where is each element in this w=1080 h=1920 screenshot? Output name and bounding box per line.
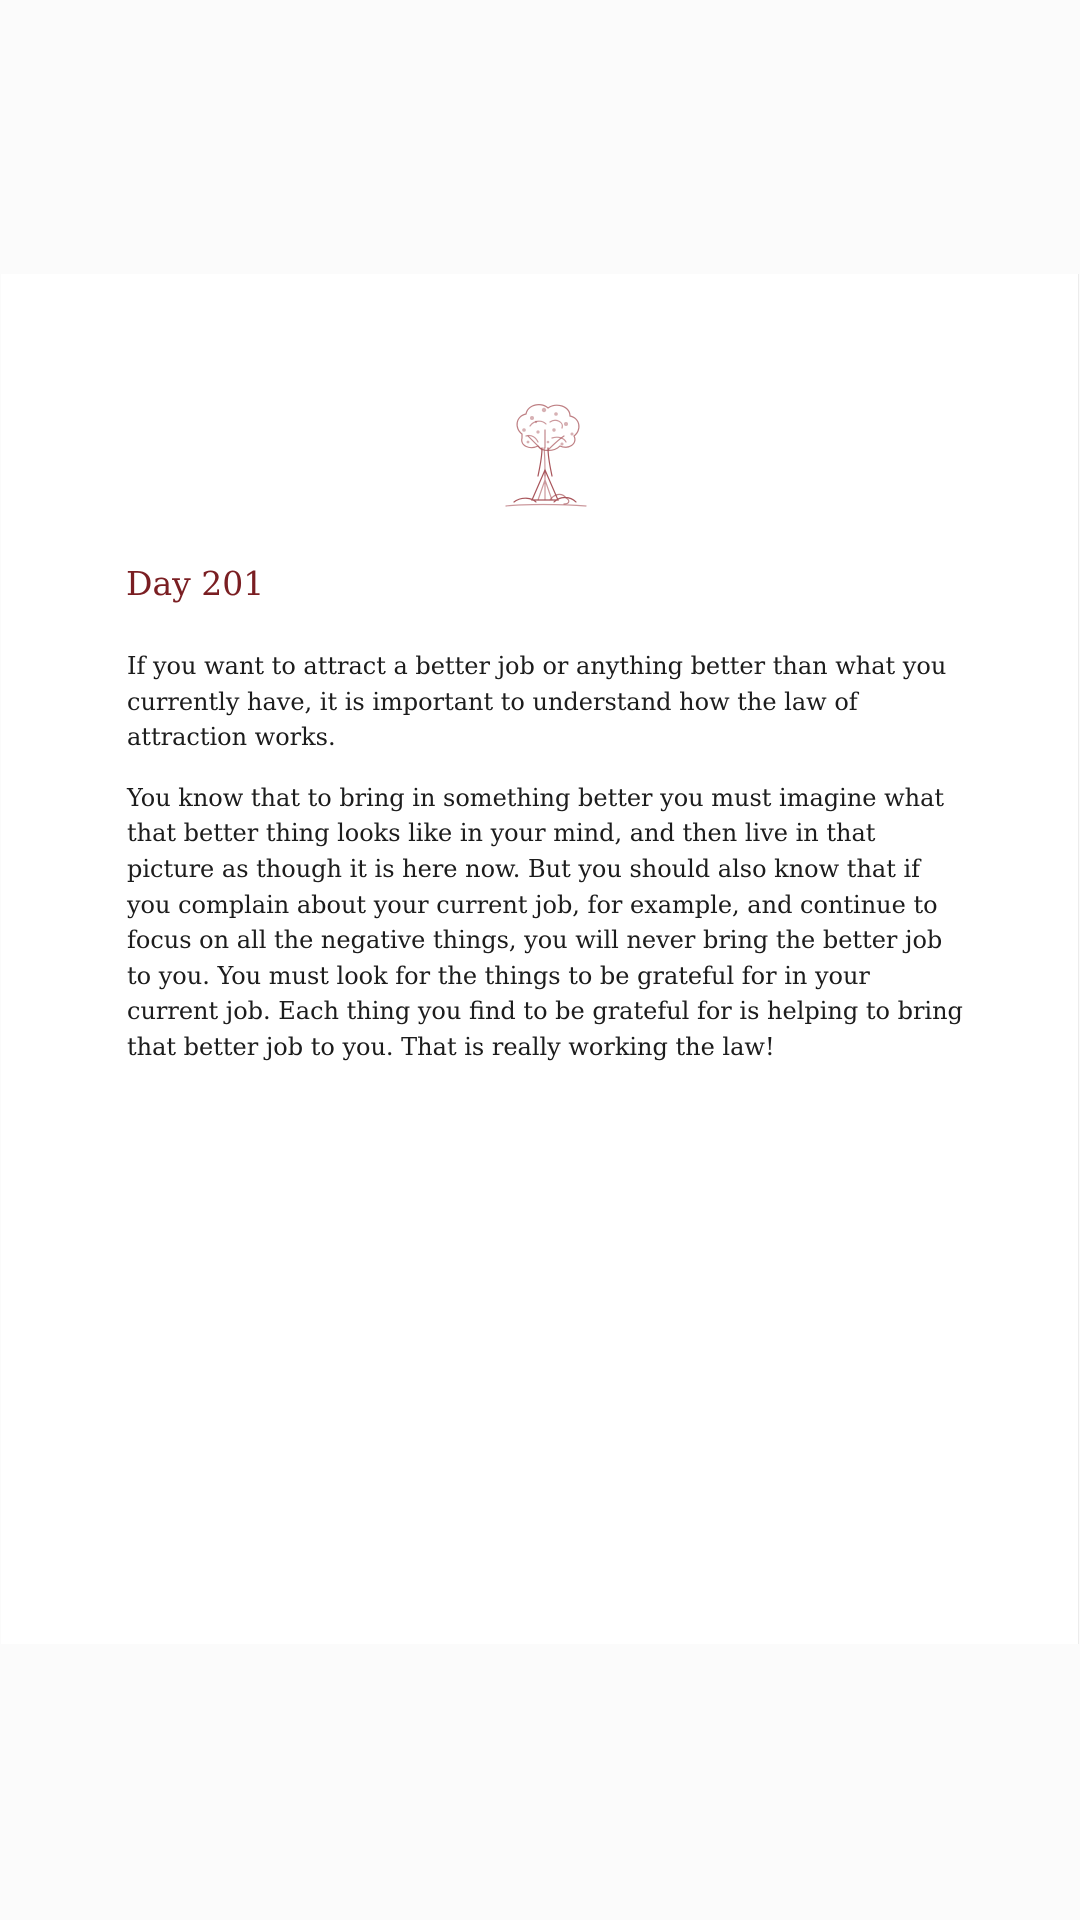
paragraph: If you want to attract a better job or anything better than what you currently have, it is important to understand how the law of attraction works. xyxy=(127,652,947,752)
entry-body xyxy=(127,649,967,1091)
book-page xyxy=(1,274,1079,1644)
paragraph: You know that to bring in something better you must imagine what that better thing looks like in your mind, and then live in that picture as though it is here now. But you should also know that if you complain about your current job, for example, and continue to focus on all the negative things, you will never bring the better job to you. You must look for the things to be grateful for in your current job. Each thing you find to be grateful for is helping to bring that better job to you. That is really working the law! xyxy=(127,783,963,1061)
page-title: Day 201 xyxy=(126,564,265,603)
tree-sketch-icon xyxy=(492,396,596,520)
